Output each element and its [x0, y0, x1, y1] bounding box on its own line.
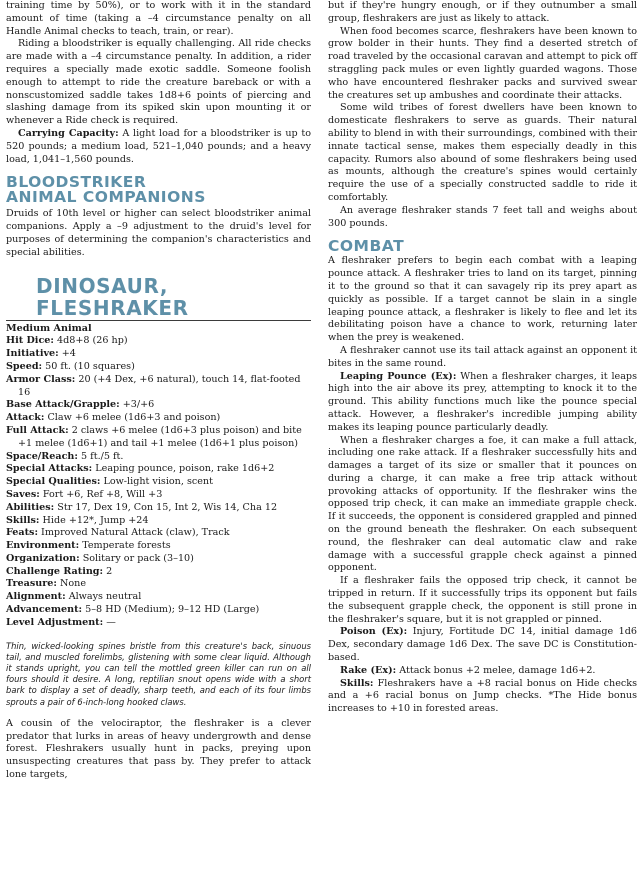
- combat-paragraph-4: If a fleshraker fails the opposed trip check, it cannot be tripped in return. If it successfully trips its opponent but fails the subsequent grapple check, the opponent is still prone in the fleshraker's square, but it is not grappled or pinned.: [328, 575, 637, 625]
- leaping-pounce-label: Leaping Pounce (Ex):: [340, 370, 457, 382]
- poison-label: Poison (Ex):: [340, 626, 408, 638]
- skills-text: Fleshrakers have a +8 racial bonus on Hide checks and a +6 racial bonus on Jump checks. *The Hide bonus increases to +10 in forested areas.: [328, 677, 637, 715]
- stat-row: [6, 451, 311, 464]
- stat-label: Skills:: [6, 514, 40, 526]
- leaping-pounce-text: When a fleshraker charges, it leaps high into the air above its prey, attempting to knock it to the ground. This ability functions much like the pounce special attack. However, a fleshraker's incredible jumping ability makes its leaping pounce particularly deadly.: [328, 370, 637, 433]
- stat-value: 4d8+8 (26 hp): [57, 335, 128, 347]
- combat-paragraph-1: A fleshraker prefers to begin each combat with a leaping pounce attack. A fleshraker tries to land on its target, pinning it to the ground so that it can savagely rip its prey apart as quickly as possible. If a target cannot be slain in a single leaping pounce attack, a fleshraker is likely to flee and let its debilitating poison have a chance to work, returning later when the prey is weakened.: [328, 255, 637, 344]
- stat-value: 50 ft. (10 squares): [45, 360, 135, 372]
- stat-row: [6, 374, 311, 400]
- stat-row: [6, 399, 311, 412]
- stat-row: [6, 527, 311, 540]
- stat-row: [6, 412, 311, 425]
- poison-paragraph: [328, 626, 637, 664]
- stat-row: [6, 361, 311, 374]
- stat-row: [6, 591, 311, 604]
- stat-row: [6, 553, 311, 566]
- stat-label: Level Adjustment:: [6, 616, 104, 628]
- intro-paragraph: training time by 50%), or to work with it in the standard amount of time (taking a –4 circumstance penalty on all Handle Animal checks to teach, train, or rear).: [6, 0, 311, 37]
- description-paragraph: A cousin of the velociraptor, the fleshraker is a clever predator that lurks in areas of heavy undergrowth and dense forest. Fleshrakers usually hunt in packs, preying upon unsuspecting creatures that pass by. They prefer to attack lone targets,: [6, 717, 311, 781]
- skills-paragraph: [328, 678, 637, 716]
- rake-paragraph: [328, 665, 637, 678]
- leaping-pounce-paragraph: [328, 371, 637, 435]
- stat-value: 20 (+4 Dex, +6 natural), touch 14, flat-footed 16: [18, 373, 301, 398]
- stat-value: Improved Natural Attack (claw), Track: [41, 527, 230, 539]
- stat-row: [6, 617, 311, 630]
- combat-paragraph-2: A fleshraker cannot use its tail attack against an opponent it bites in the same round.: [328, 344, 637, 369]
- stat-label: Organization:: [6, 552, 80, 564]
- stat-row: [6, 540, 311, 553]
- stat-label: Abilities:: [6, 501, 55, 513]
- stat-block: [6, 323, 311, 630]
- stat-label: Initiative:: [6, 348, 59, 360]
- stat-label: Full Attack:: [6, 424, 69, 436]
- stat-row: [6, 502, 311, 515]
- stat-label: Special Qualities:: [6, 476, 101, 488]
- stat-label: Speed:: [6, 360, 43, 372]
- stat-row: [6, 463, 311, 476]
- scarcity-paragraph: When food becomes scarce, fleshrakers have been known to grow bolder in their hunts. They find a deserted stretch of road traveled by the occasional caravan and attempt to pick off straggling pack mules or even lightly guarded wagons. Those who have encountered fleshraker packs and survived swear the creatures set up ambushes and coordinate their attacks.: [328, 25, 637, 101]
- left-column: [6, 0, 311, 782]
- stat-value: Fort +6, Ref +8, Will +3: [42, 488, 163, 500]
- stat-value: Claw +6 melee (1d6+3 and poison): [47, 412, 221, 424]
- stat-value: Low-light vision, scent: [103, 476, 213, 488]
- companions-text: Druids of 10th level or higher can select bloodstriker animal companions. Apply a –9 adjustment to the druid's level for purposes of determining the companion's characteristics and special abilities.: [6, 208, 311, 258]
- combat-heading: COMBAT: [328, 237, 405, 256]
- stat-value: 5 ft./5 ft.: [81, 450, 124, 462]
- stat-value: None: [59, 578, 86, 590]
- carrying-capacity-paragraph: [6, 128, 311, 166]
- stat-label: Base Attack/Grapple:: [6, 399, 120, 411]
- stat-rows: [6, 335, 311, 629]
- size-type: Medium Animal: [6, 322, 92, 334]
- stat-value: Always neutral: [68, 591, 142, 603]
- stat-label: Environment:: [6, 540, 80, 552]
- companions-heading-line2: ANIMAL COMPANIONS: [6, 188, 206, 207]
- stat-value: —: [106, 616, 116, 628]
- hunting-paragraph: but if they're hungry enough, or if they outnumber a small group, fleshrakers are just as likely to attack.: [328, 0, 637, 24]
- stat-label: Feats:: [6, 527, 38, 539]
- stat-label: Challenge Rating:: [6, 565, 104, 577]
- tribes-paragraph: Some wild tribes of forest dwellers have been known to domesticate fleshrakers to serve as guards. Their natural ability to blend in with their surroundings, combined with their innate tactical sense, makes them especially deadly in this capacity. Rumors also abound of some fleshrakers being used as mounts, although the creature's spines would certainly require the use of a specially constructed saddle to ride it comfortably.: [328, 102, 637, 203]
- stat-label: Special Attacks:: [6, 463, 93, 475]
- stat-label: Space/Reach:: [6, 450, 78, 462]
- stat-row: [6, 604, 311, 617]
- companions-heading-line1: BLOODSTRIKER: [6, 173, 147, 192]
- stat-value: Temperate forests: [82, 540, 171, 552]
- right-column: [328, 0, 637, 716]
- stat-row: [6, 489, 311, 502]
- stat-label: Hit Dice:: [6, 335, 54, 347]
- monster-title: DINOSAUR, FLESHRAKER: [6, 275, 311, 321]
- stat-value: Hide +12*, Jump +24: [42, 514, 149, 526]
- stat-row: [6, 476, 311, 489]
- combat-paragraph-3: When a fleshraker charges a foe, it can make a full attack, including one rake attack. If a fleshraker successfully hits and damages a target of its size or smaller that it pounces on during a charge, it can make a free trip attack without provoking attacks of opportunity. If the fleshraker wins the opposed trip check, it can make an immediate grapple check. If it succeeds, the opponent is considered grappled and pinned on the ground beneath the fleshraker. On each subsequent round, the fleshraker can deal automatic claw and rake damage with a successful grapple check against a pinned opponent.: [328, 434, 637, 574]
- carrying-capacity-text: A light load for a bloodstriker is up to 520 pounds; a medium load, 521–1,040 pounds; and a heavy load, 1,041–1,560 pounds.: [6, 127, 311, 165]
- stat-row: [6, 425, 311, 451]
- stat-value: 2: [106, 565, 113, 577]
- size-paragraph: An average fleshraker stands 7 feet tall and weighs about 300 pounds.: [328, 204, 637, 229]
- flavor-text: Thin, wicked-looking spines bristle from this creature's back, sinuous tail, and muscled forelimbs, glistening with some clear liquid. Although it stands upright, you can tell the mottled green killer can run on all fours should it desire. A long, reptilian snout opens wide with a short bark to display a set of deadly, sharp teeth, and each of its four limbs sprouts a pair of 6-inch-long hooked claws.: [6, 640, 311, 707]
- poison-text: Injury, Fortitude DC 14, initial damage 1d6 Dex, secondary damage 1d6 Dex. The save DC is Constitution-based.: [328, 626, 637, 664]
- carrying-capacity-label: Carrying Capacity:: [18, 127, 119, 139]
- rake-label: Rake (Ex):: [340, 664, 397, 676]
- stat-label: Advancement:: [6, 604, 83, 616]
- stat-value: 5–8 HD (Medium); 9–12 HD (Large): [85, 604, 260, 616]
- stat-value: Solitary or pack (3–10): [82, 552, 194, 564]
- stat-label: Attack:: [6, 412, 45, 424]
- stat-row: [6, 515, 311, 528]
- stat-value: +4: [61, 348, 76, 360]
- stat-label: Saves:: [6, 488, 40, 500]
- stat-row: [6, 578, 311, 591]
- stat-row: [6, 335, 311, 348]
- stat-label: Armor Class:: [6, 373, 76, 385]
- stat-row: [6, 566, 311, 579]
- rake-text: Attack bonus +2 melee, damage 1d6+2.: [399, 664, 596, 676]
- stat-value: Str 17, Dex 19, Con 15, Int 2, Wis 14, Cha 12: [57, 501, 278, 513]
- stat-value: Leaping pounce, poison, rake 1d6+2: [95, 463, 275, 475]
- stat-value: 2 claws +6 melee (1d6+3 plus poison) and bite +1 melee (1d6+1) and tail +1 melee (1d6+1 plus poison): [18, 424, 302, 449]
- stat-row: [6, 348, 311, 361]
- skills-label: Skills:: [340, 677, 374, 689]
- stat-value: +3/+6: [122, 399, 155, 411]
- riding-paragraph: Riding a bloodstriker is equally challenging. All ride checks are made with a –4 circumstance penalty. In addition, a rider requires a specially made exotic saddle. Someone foolish enough to attempt to ride the creature bareback or with a nonscustomized saddle takes 1d8+6 points of piercing and slashing damage from its spiked skin upon mounting it or whenever a Ride check is required.: [6, 38, 311, 127]
- stat-label: Treasure:: [6, 578, 57, 590]
- stat-label: Alignment:: [6, 591, 66, 603]
